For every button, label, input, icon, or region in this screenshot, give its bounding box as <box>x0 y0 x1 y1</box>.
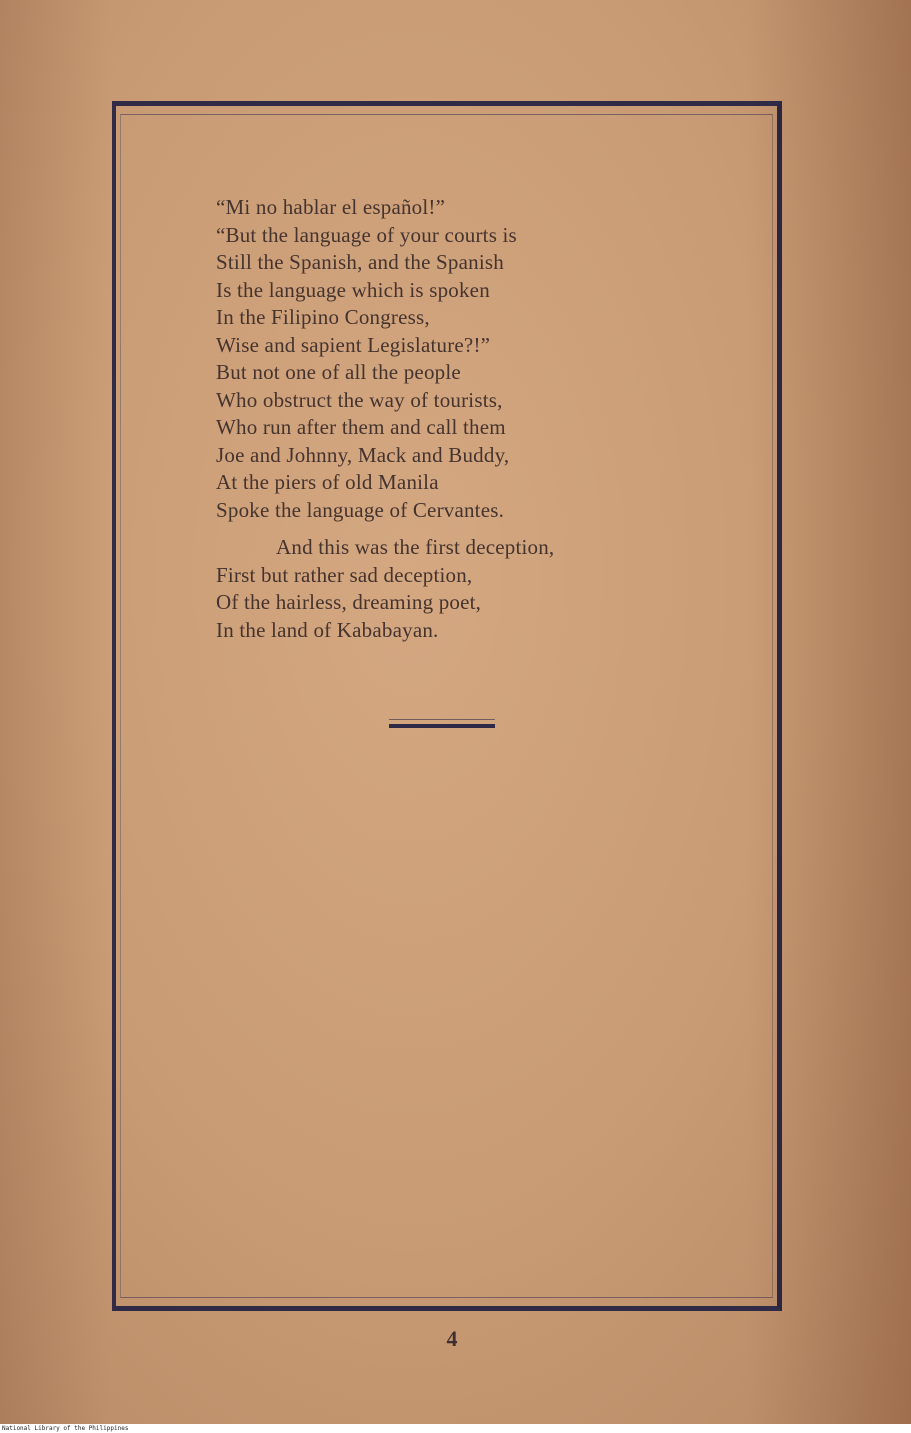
poem-line: In the Filipino Congress, <box>216 305 430 329</box>
poem-stanza-1 <box>216 194 696 524</box>
poem-line: Wise and sapient Legislature?!” <box>216 332 491 357</box>
poem-line: Of the hairless, dreaming poet, <box>216 590 482 614</box>
poem-line: Spoke the language of Cervantes. <box>216 497 505 522</box>
poem-line: Is the language which is spoken <box>216 277 490 302</box>
poem-line: First but rather sad deception, <box>216 562 473 587</box>
divider-thick-line <box>389 724 495 728</box>
poem-line: “But the language of your courts is <box>216 222 517 247</box>
poem-line: Joe and Johnny, Mack and Buddy, <box>216 442 510 467</box>
page-number: 4 <box>446 1326 458 1351</box>
poem-line: And this was the first deception, <box>276 535 555 559</box>
divider-thin-line <box>389 719 495 720</box>
poem-line: But not one of all the people <box>216 360 461 384</box>
poem-line: At the piers of old Manila <box>216 470 439 494</box>
scan-credit-footer: National Library of the Philippines <box>0 1424 911 1433</box>
poem-stanza-2 <box>216 534 696 644</box>
poem-line: Still the Spanish, and the Spanish <box>216 250 504 274</box>
poem-line: Who run after them and call them <box>216 415 506 439</box>
poem-text <box>216 194 696 644</box>
ornamental-divider-rule <box>389 719 495 728</box>
poem-line: “Mi no hablar el español!” <box>216 195 446 219</box>
poem-line: In the land of Kababayan. <box>216 617 439 642</box>
poem-line: Who obstruct the way of tourists, <box>216 387 503 412</box>
